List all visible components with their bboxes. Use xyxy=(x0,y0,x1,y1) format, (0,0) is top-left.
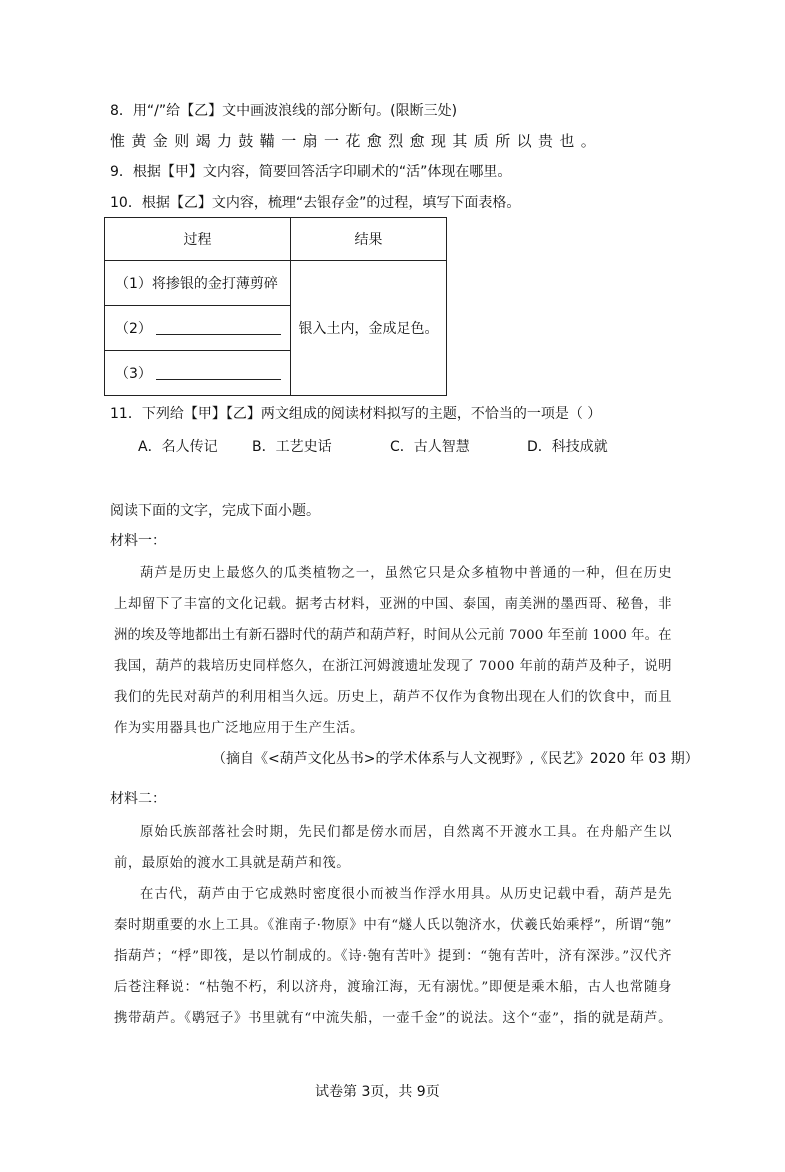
table-step-2-label: （2） xyxy=(115,321,152,337)
table-step-1: （1）将掺银的金打薄剪碎 xyxy=(105,261,291,306)
process-table xyxy=(104,217,447,396)
material-1-label: 材料一： xyxy=(110,533,166,549)
material-1-line-6: 作为实用器具也广泛地应用于生产生活。 xyxy=(114,721,365,736)
material-2-line-4: 秦时期重要的水上工具。《淮南子·物原》中有“燧人氏以匏济水，伏羲氏始乘桴”，所谓“匏” xyxy=(114,918,673,933)
material-2-label: 材料二： xyxy=(110,791,166,807)
question-10: 10．根据【乙】文内容，梳理“去银存金”的过程，填写下面表格。 xyxy=(110,195,521,211)
option-a[interactable]: A．名人传记 xyxy=(138,439,218,455)
material-2-line-3: 在古代，葫芦由于它成熟时密度很小而被当作浮水用具。从历史记载中看，葫芦是先 xyxy=(140,887,673,902)
material-2-line-6: 后苍注释说：“枯匏不朽，利以济舟，渡瑜江海，无有溺忧。”即便是乘木船，古人也常随身 xyxy=(114,980,673,995)
material-1-line-2: 上却留下了丰富的文化记载。据考古材料，亚洲的中国、泰国，南美洲的墨西哥、秘鲁，非 xyxy=(114,597,673,612)
question-8-sentence: 惟黄金则竭力鼓鞴一扇一花愈烈愈现其质所以贵也。 xyxy=(110,132,603,150)
reading-intro: 阅读下面的文字，完成下面小题。 xyxy=(110,503,320,519)
option-d[interactable]: D．科技成就 xyxy=(527,439,608,455)
material-1-source: （摘自《<葫芦文化丛书>的学术体系与人文视野》,《民艺》2020 年 03 期） xyxy=(212,751,699,767)
material-1-line-5: 我们的先民对葫芦的利用相当久远。历史上，葫芦不仅作为食物出现在人们的饮食中，而且 xyxy=(114,690,673,705)
material-1-line-1: 葫芦是历史上最悠久的瓜类植物之一，虽然它只是众多植物中普通的一种，但在历史 xyxy=(140,566,673,581)
material-1-line-4: 我国，葫芦的栽培历史同样悠久，在浙江河姆渡遗址发现了 7000 年前的葫芦及种子，说明 xyxy=(114,659,672,674)
question-9: 9．根据【甲】文内容，简要回答活字印刷术的“活”体现在哪里。 xyxy=(110,164,512,180)
material-1-line-3: 洲的埃及等地都出土有新石器时代的葫芦和葫芦籽，时间从公元前 7000 年至前 1000 年。在 xyxy=(114,628,672,643)
table-header-process: 过程 xyxy=(105,218,291,261)
page-footer: 试卷第 3页，共 9页 xyxy=(315,1084,440,1100)
answer-blank-2[interactable] xyxy=(156,320,281,335)
answer-blank-3[interactable] xyxy=(156,365,281,380)
table-step-2 xyxy=(105,306,291,351)
table-result: 银入土内，金成足色。 xyxy=(291,261,447,396)
table-step-3 xyxy=(105,351,291,396)
material-2-line-5: 指葫芦；“桴”即筏，是以竹制成的。《诗·匏有苦叶》提到：“匏有苦叶，济有深涉。”汉代齐 xyxy=(114,949,673,964)
table-header-result: 结果 xyxy=(291,218,447,261)
option-c[interactable]: C．古人智慧 xyxy=(390,439,470,455)
question-11: 11．下列给【甲】【乙】两文组成的阅读材料拟写的主题，不恰当的一项是（ ） xyxy=(110,406,602,422)
material-2-line-2: 前，最原始的渡水工具就是葫芦和筏。 xyxy=(114,856,351,871)
table-step-3-label: （3） xyxy=(115,366,152,382)
option-b[interactable]: B．工艺史话 xyxy=(252,439,332,455)
material-2-line-7: 携带葫芦。《鹖冠子》书里就有“中流失船，一壶千金”的说法。这个“壶”，指的就是葫芦。 xyxy=(114,1011,673,1026)
question-8: 8．用“/”给【乙】文中画波浪线的部分断句。(限断三处) xyxy=(110,103,458,119)
material-2-line-1: 原始氏族部落社会时期，先民们都是傍水而居，自然离不开渡水工具。在舟船产生以 xyxy=(140,825,673,840)
